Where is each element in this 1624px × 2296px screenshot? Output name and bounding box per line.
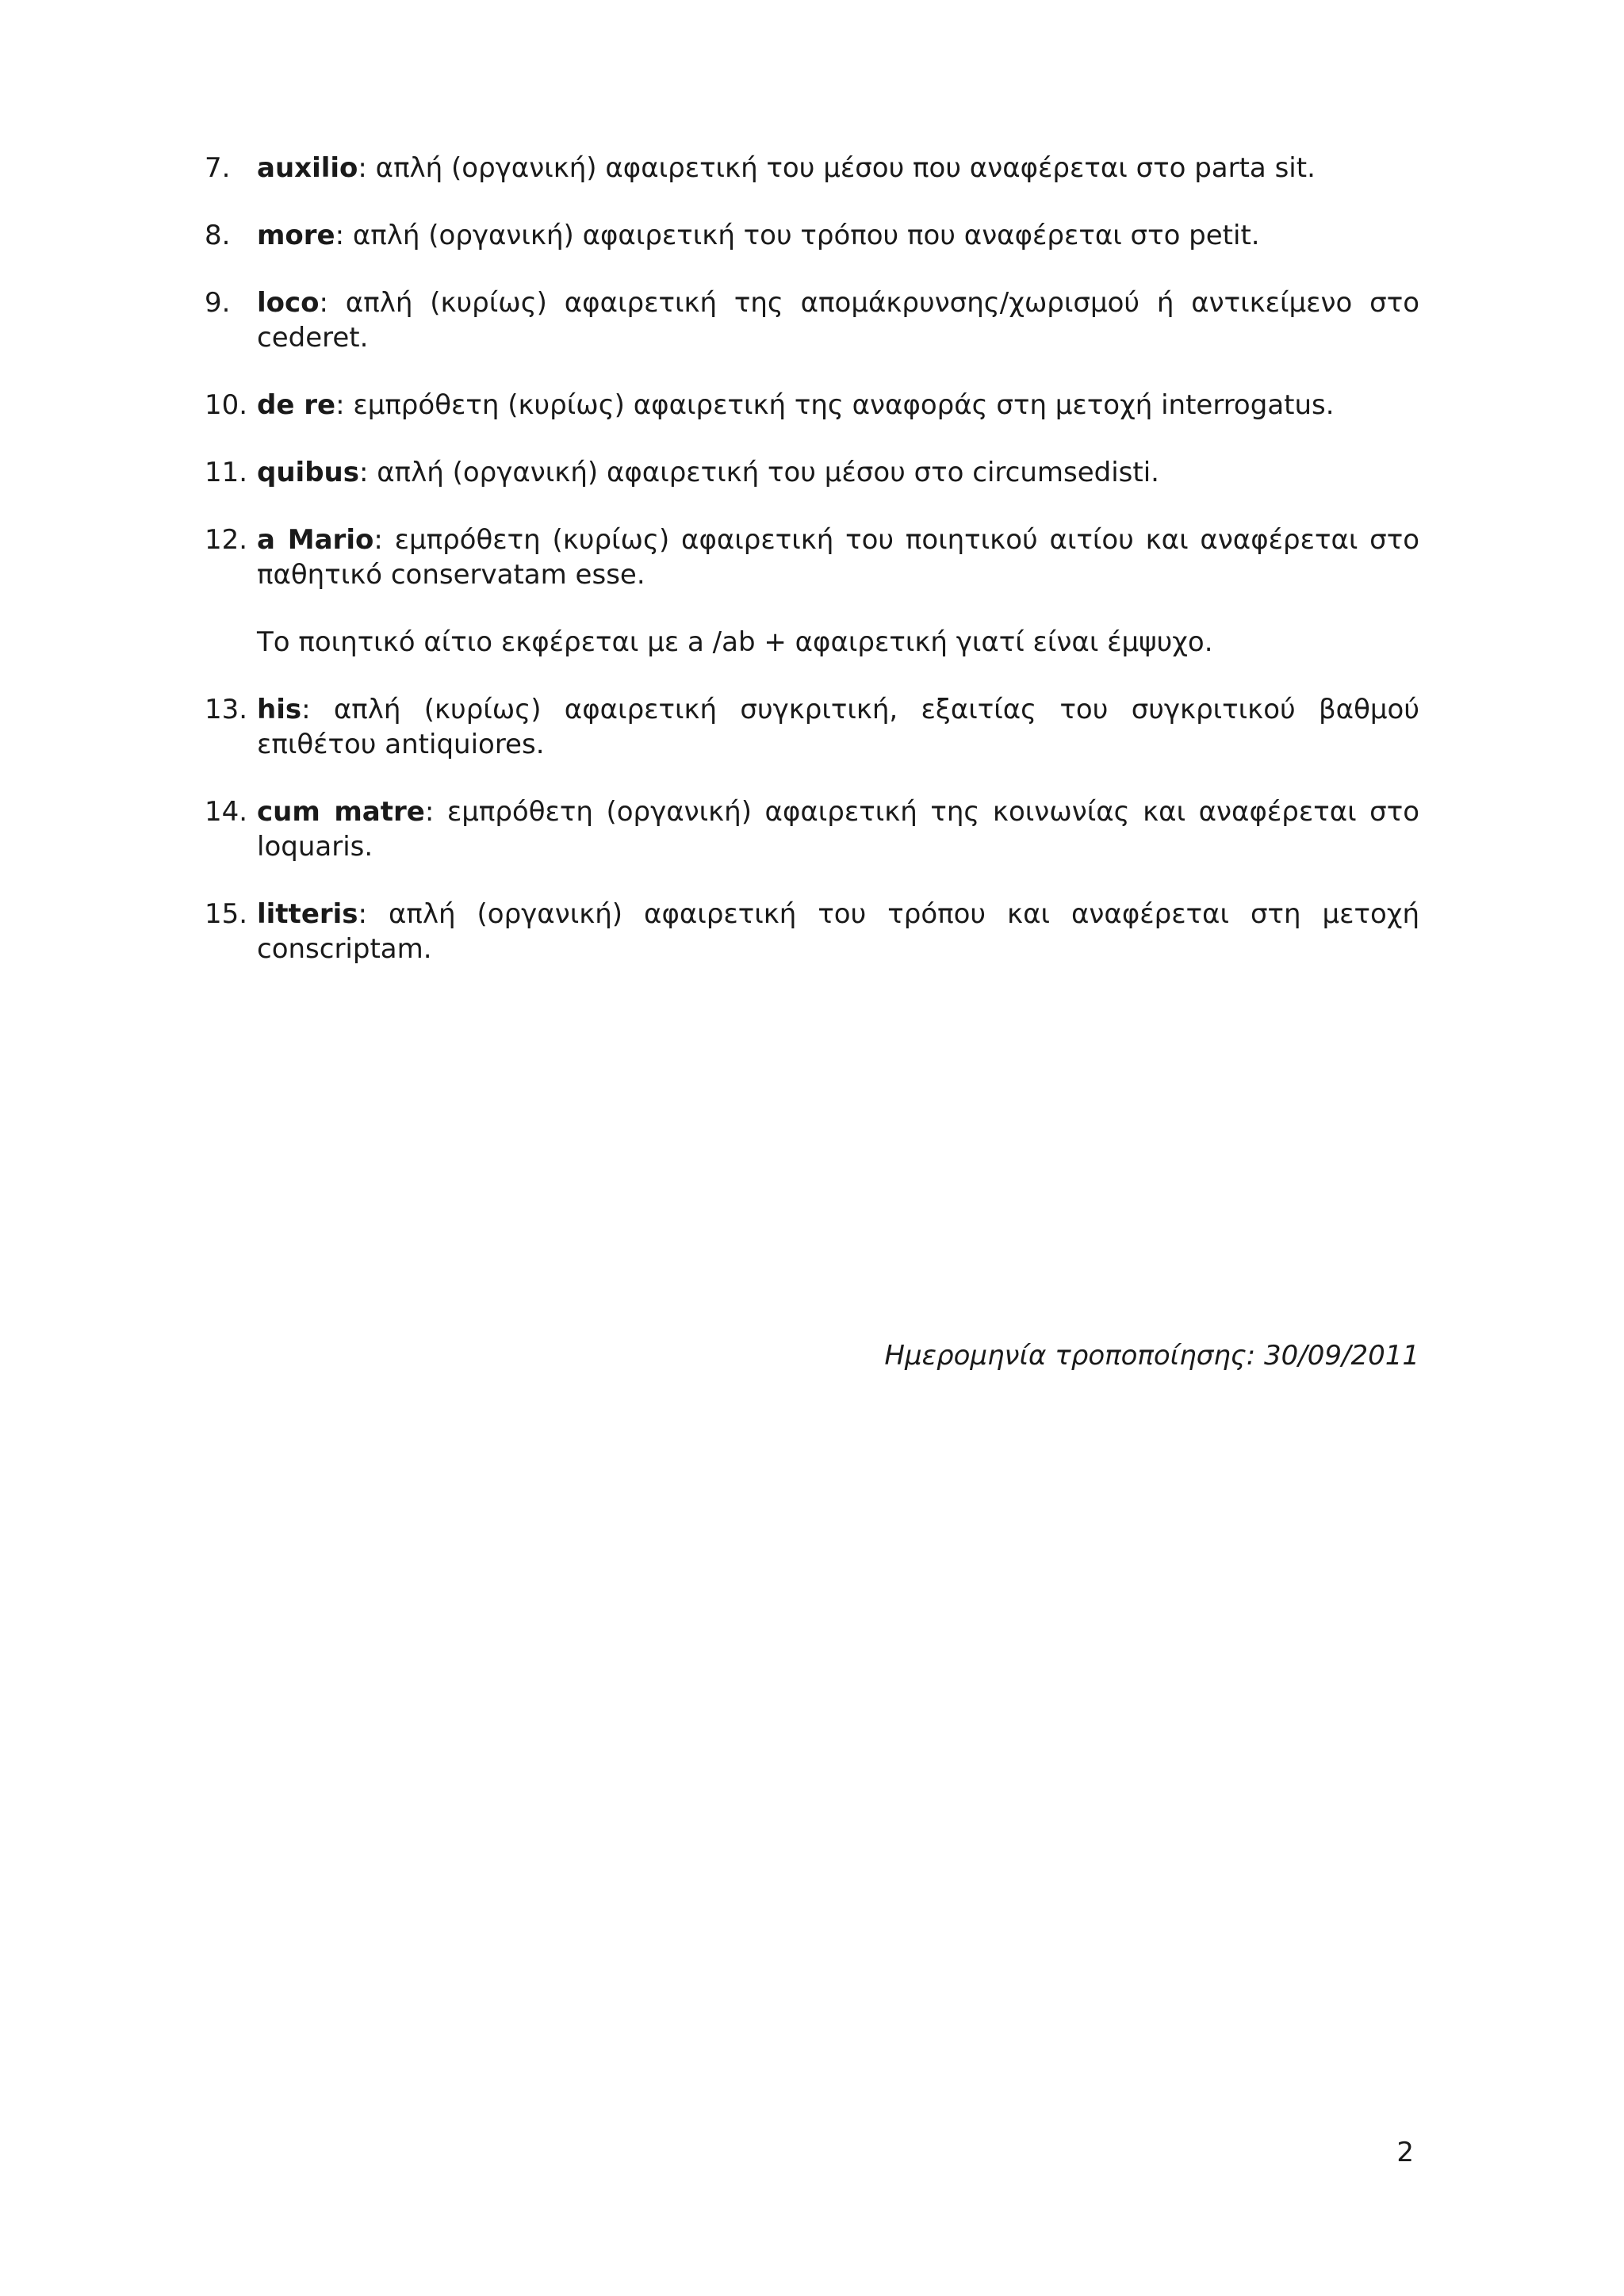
- item-term: auxilio: [257, 152, 358, 184]
- modification-date: Ημερομηνία τροποποίησης: 30/09/2011: [884, 1340, 1419, 1372]
- item-text: : εμπρόθετη (κυρίως) αφαιρετική του ποιητικού αιτίου και αναφέρεται στο παθητικό conservatam esse.: [257, 524, 1420, 591]
- item-note: Το ποιητικό αίτιο εκφέρεται με a /ab + αφαιρετική γιατί είναι έμψυχο.: [257, 626, 1213, 658]
- item-text: : απλή (οργανική) αφαιρετική του τρόπου και αναφέρεται στη μετοχή conscriptam.: [257, 898, 1419, 965]
- item-number: 7.: [205, 152, 231, 184]
- item-term: litteris: [257, 898, 358, 930]
- list-item: [205, 692, 1419, 762]
- list-item: [205, 388, 1419, 423]
- item-text: : απλή (κυρίως) αφαιρετική συγκριτική, εξαιτίας του συγκριτικού βαθμού επιθέτου antiquiores.: [257, 694, 1419, 760]
- page-number: 2: [1396, 2137, 1414, 2168]
- item-text: : εμπρόθετη (κυρίως) αφαιρετική της αναφοράς στη μετοχή interrogatus.: [335, 389, 1335, 421]
- item-number: 13.: [205, 694, 248, 725]
- item-text: : απλή (οργανική) αφαιρετική του τρόπου που αναφέρεται στο petit.: [335, 220, 1260, 251]
- list-item: [205, 285, 1419, 355]
- item-number: 11.: [205, 457, 248, 488]
- item-number: 10.: [205, 389, 248, 421]
- item-term: a Mario: [257, 524, 374, 556]
- item-number: 8.: [205, 220, 231, 251]
- list-item: [205, 151, 1419, 186]
- item-term: more: [257, 220, 335, 251]
- item-number: 9.: [205, 287, 231, 319]
- item-number: 15.: [205, 898, 248, 930]
- item-term: quibus: [257, 457, 359, 488]
- item-number: 14.: [205, 796, 248, 828]
- item-term: cum matre: [257, 796, 425, 828]
- item-text: : απλή (κυρίως) αφαιρετική της απομάκρυνσης/χωρισμού ή αντικείμενο στο cederet.: [257, 287, 1419, 354]
- list-item: [205, 218, 1419, 253]
- list-item: [205, 897, 1419, 966]
- list-item: [205, 794, 1419, 864]
- item-term: loco: [257, 287, 320, 319]
- list-item: [205, 522, 1419, 660]
- item-text: : εμπρόθετη (οργανική) αφαιρετική της κοινωνίας και αναφέρεται στο loquaris.: [257, 796, 1419, 863]
- item-number: 12.: [205, 524, 248, 556]
- grammar-list: [205, 151, 1419, 999]
- item-term: his: [257, 694, 302, 725]
- item-term: de re: [257, 389, 336, 421]
- item-text: : απλή (οργανική) αφαιρετική του μέσου που αναφέρεται στο parta sit.: [358, 152, 1316, 184]
- item-text: : απλή (οργανική) αφαιρετική του μέσου στο circumsedisti.: [358, 457, 1159, 488]
- list-item: [205, 455, 1419, 490]
